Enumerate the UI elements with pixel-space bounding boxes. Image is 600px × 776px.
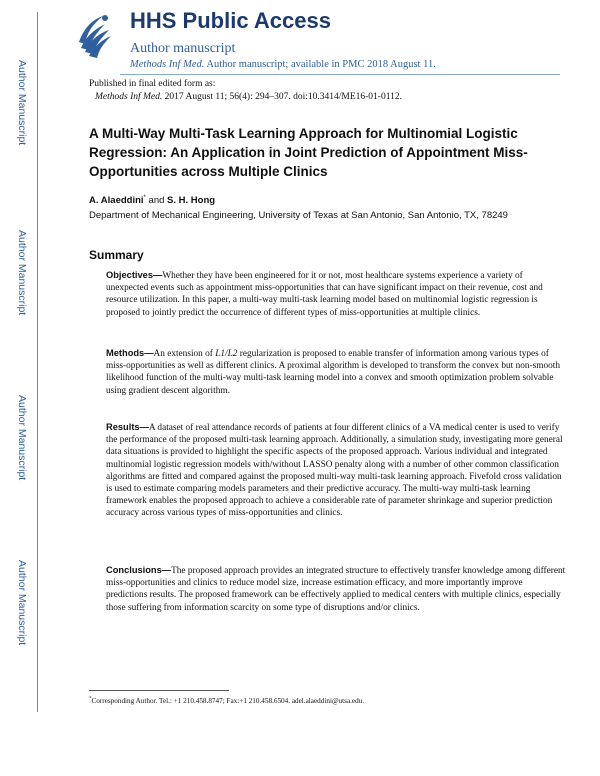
sidebar-label: Author Manuscript bbox=[16, 395, 28, 481]
sidebar-label: Author Manuscript bbox=[16, 230, 28, 316]
publication-citation-text: 2017 August 11; 56(4): 294–307. doi:10.3414/ME16-01-0112. bbox=[162, 92, 402, 102]
author-name: A. Alaeddini bbox=[89, 195, 144, 206]
methods-text: regularization is proposed to enable transfer of information among various types of miss-opportunities as well as different clinics. A proximal algorithm is developed to transform the convex but non-smooth likelihood function of the multi-way multi-task learning model into a convex and smooth optimization problem solvable using gradient descent algorithm. bbox=[106, 349, 561, 396]
conclusions-label: Conclusions— bbox=[106, 565, 172, 575]
methods-math: L1/L2 bbox=[215, 349, 238, 359]
corresponding-mark: * bbox=[143, 194, 146, 201]
header-citation bbox=[130, 59, 436, 70]
methods-text: An extension of bbox=[153, 349, 216, 359]
conclusions-paragraph bbox=[106, 564, 566, 614]
sidebar-label: Author Manuscript bbox=[16, 560, 28, 646]
hhs-eagle-logo-icon bbox=[75, 8, 115, 60]
header-divider bbox=[120, 74, 560, 75]
conclusions-text: The proposed approach provides an integrated structure to effectively transfer knowledge among different miss-opportunities and clinics to reduce model size, increase estimation efficacy, and more importantly improve predictions results. The proposed framework can be effectively applied to medical centers with multiple clinics, especially those suffering from information scarcity on some type of disruptions and/or clinics. bbox=[106, 566, 566, 613]
results-text: A dataset of real attendance records of patients at four different clinics of a VA medical center is used to verify the performance of the proposed multi-task learning approach. Additionally, a simulation study, investigating more general data situations is provided to highlight the specific aspects of the proposed approach. Various individual and integrated multinomial logistic regression models with/without LASSO penalty along with a number of other common classification algorithms are fitted and compared against the proposed multi-way multi-task learning approach. Fivefold cross validation is used to estimate comparing models parameters and their predictive accuracy. The multi-way multi-task learning framework enables the proposed approach to achieve a considerable rate of parameter shrinkage and superior prediction accuracy across various types of miss-opportunities and clinics. bbox=[106, 423, 563, 519]
author-line bbox=[89, 195, 215, 206]
author-join: and bbox=[145, 195, 168, 206]
header-citation-text: Author manuscript; available in PMC 2018 August 11. bbox=[204, 59, 436, 70]
publication-journal: Methods Inf Med. bbox=[95, 92, 163, 102]
header-subtitle: Author manuscript bbox=[130, 41, 236, 56]
publication-line: Published in final edited form as: bbox=[89, 79, 216, 89]
publication-citation bbox=[89, 91, 402, 104]
author-name: S. H. Hong bbox=[167, 195, 216, 206]
objectives-text: Whether they have been engineered for it or not, most healthcare systems experience a variety of unexpected events such as appointment miss-opportunities that can have significant impact on their revenue, cost and resource utilization. In this paper, a multi-way multi-task learning model based on multinomial logistic regression is proposed to jointly predict the occurrence of different types of miss-opportunities at multiple clinics. bbox=[106, 271, 543, 318]
footnote-divider bbox=[89, 690, 229, 691]
article-title: A Multi-Way Multi-Task Learning Approach for Multinomial Logistic Regression: An Application in Joint Prediction of Appointment Miss-Opportunities across Multiple Clinics bbox=[89, 126, 528, 179]
methods-paragraph bbox=[106, 347, 566, 397]
footnote-mark: * bbox=[89, 696, 92, 702]
results-label: Results— bbox=[106, 422, 149, 432]
sidebar-rule bbox=[37, 12, 38, 712]
results-paragraph bbox=[106, 421, 566, 520]
sidebar-label: Author Manuscript bbox=[16, 60, 28, 146]
header-title: HHS Public Access bbox=[130, 8, 331, 33]
objectives-label: Objectives— bbox=[106, 270, 163, 280]
footnote bbox=[89, 697, 364, 705]
methods-label: Methods— bbox=[106, 348, 154, 358]
header-journal: Methods Inf Med. bbox=[130, 59, 205, 70]
affiliation: Department of Mechanical Engineering, University of Texas at San Antonio, San Antonio, TX, 78249 bbox=[89, 210, 508, 221]
publication-info bbox=[89, 78, 402, 104]
summary-heading: Summary bbox=[89, 248, 144, 262]
footnote-text: Corresponding Author. Tel.: +1 210.458.8747; Fax:+1 210.458.6504. adel.alaeddini@utsa.edu. bbox=[91, 697, 365, 705]
objectives-paragraph bbox=[106, 269, 566, 319]
